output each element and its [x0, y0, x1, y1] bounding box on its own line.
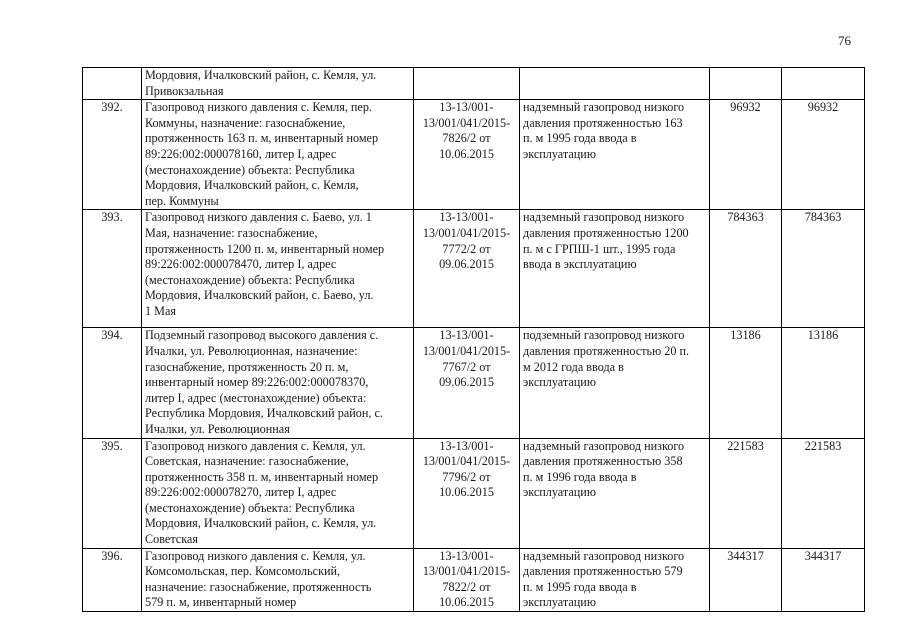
value-cell — [710, 68, 782, 100]
row-number-cell — [83, 68, 142, 100]
text-line: протяженность 163 п. м, инвентарный номер — [145, 131, 379, 146]
text-line: надземный газопровод низкого — [523, 438, 685, 453]
text-line: Советская — [145, 532, 198, 547]
text-line: Республика Мордовия, Ичалковский район, с. — [145, 406, 383, 421]
text-line: давления протяженностью 1200 — [523, 225, 689, 240]
object-name-cell — [142, 548, 414, 611]
value-cell: 784363 — [782, 210, 865, 328]
text-line: (местонахождение) объекта: Республика — [145, 500, 355, 515]
table-row — [83, 328, 865, 438]
text-line: 7772/2 от — [442, 241, 491, 256]
text-line: протяженность 358 п. м, инвентарный номер — [145, 469, 379, 484]
text-line: Мая, назначение: газоснабжение, — [145, 225, 318, 240]
text-line: эксплуатацию — [523, 485, 596, 500]
text-line: 13/001/041/2015- — [422, 564, 511, 579]
text-line: 13-13/001- — [439, 548, 494, 563]
text-line: 13-13/001- — [439, 328, 494, 343]
text-line: ввода в эксплуатацию — [523, 257, 637, 272]
text-line: Ичалки, ул. Революционная — [145, 421, 290, 436]
text-line: Подземный газопровод высокого давления с. — [145, 328, 379, 343]
text-line: 89:226:002:000078160, литер I, адрес — [145, 146, 337, 161]
text-line: Ичалки, ул. Революционная, назначение: — [145, 343, 358, 358]
table-row — [83, 210, 865, 328]
text-line: 13-13/001- — [439, 100, 494, 115]
text-line: 579 п. м, инвентарный номер — [145, 595, 297, 610]
text-line: Мордовия, Ичалковский район, с. Кемля, — [145, 178, 359, 193]
description-cell — [520, 548, 710, 611]
text-line: литер I, адрес (местонахождение) объекта: — [145, 390, 367, 405]
description-cell — [520, 438, 710, 548]
text-line: (местонахождение) объекта: Республика — [145, 162, 355, 177]
text-line: п. м 1995 года ввода в — [523, 579, 637, 594]
object-name-cell — [142, 68, 414, 100]
text-line: Коммуны, назначение: газоснабжение, — [145, 115, 346, 130]
text-line: п. м 1996 года ввода в — [523, 469, 637, 484]
text-line: пер. Коммуны — [145, 193, 219, 208]
table-row — [83, 68, 865, 100]
text-line: давления протяженностью 358 — [523, 454, 683, 469]
text-line: эксплуатацию — [523, 375, 596, 390]
text-line: Мордовия, Ичалковский район, с. Кемля, ул. — [145, 516, 377, 531]
registry-table — [82, 67, 865, 612]
value-cell: 344317 — [710, 548, 782, 611]
description-cell — [520, 100, 710, 210]
text-line: Мордовия, Ичалковский район, с. Кемля, ул. — [145, 68, 377, 82]
text-line: 10.06.2015 — [439, 595, 494, 610]
text-line: газоснабжение, протяженность 20 п. м, — [145, 359, 349, 374]
row-number-cell: 396. — [83, 548, 142, 611]
text-line: давления протяженностью 20 п. — [523, 343, 690, 358]
text-line: 13-13/001- — [439, 438, 494, 453]
registration-cell — [414, 210, 520, 328]
text-line: 10.06.2015 — [439, 485, 494, 500]
text-line: давления протяженностью 163 — [523, 115, 683, 130]
registration-cell — [414, 328, 520, 438]
text-line: 7767/2 от — [442, 359, 491, 374]
text-line: 13/001/041/2015- — [422, 343, 511, 358]
text-line: 89:226:002:000078470, литер I, адрес — [145, 257, 337, 272]
text-line: 13/001/041/2015- — [422, 115, 511, 130]
page-number: 76 — [838, 33, 851, 48]
text-line: 10.06.2015 — [439, 146, 494, 161]
table-row — [83, 438, 865, 548]
text-line: 7796/2 от — [442, 469, 491, 484]
value-cell: 13186 — [710, 328, 782, 438]
registration-cell — [414, 438, 520, 548]
description-cell — [520, 68, 710, 100]
text-line: протяженность 1200 п. м, инвентарный номер — [145, 241, 385, 256]
value-cell: 344317 — [782, 548, 865, 611]
description-cell — [520, 328, 710, 438]
text-line: подземный газопровод низкого — [523, 328, 685, 343]
text-line: 89:226:002:000078270, литер I, адрес — [145, 485, 337, 500]
registry-body — [83, 68, 865, 612]
text-line: 7822/2 от — [442, 579, 491, 594]
row-number-cell: 395. — [83, 438, 142, 548]
value-cell: 13186 — [782, 328, 865, 438]
registration-cell — [414, 100, 520, 210]
text-line: давления протяженностью 579 — [523, 564, 683, 579]
text-line: 13/001/041/2015- — [422, 225, 511, 240]
text-line: Мордовия, Ичалковский район, с. Баево, ул. — [145, 288, 374, 303]
text-line: назначение: газоснабжение, протяженность — [145, 579, 372, 594]
registration-cell — [414, 68, 520, 100]
text-line: Газопровод низкого давления с. Кемля, ул. — [145, 548, 366, 563]
text-line: инвентарный номер 89:226:002:000078370, — [145, 375, 369, 390]
text-line: м 2012 года ввода в — [523, 359, 624, 374]
table-row — [83, 548, 865, 611]
text-line: 1 Мая — [145, 303, 176, 318]
object-name-cell — [142, 438, 414, 548]
description-cell — [520, 210, 710, 328]
value-cell: 784363 — [710, 210, 782, 328]
text-line: п. м 1995 года ввода в — [523, 131, 637, 146]
table-row — [83, 100, 865, 210]
object-name-cell — [142, 328, 414, 438]
object-name-cell — [142, 210, 414, 328]
text-line: Комсомольская, пер. Комсомольский, — [145, 564, 341, 579]
text-line: Привокзальная — [145, 83, 224, 98]
value-cell: 96932 — [782, 100, 865, 210]
text-line: надземный газопровод низкого — [523, 210, 685, 225]
value-cell: 221583 — [782, 438, 865, 548]
object-name-cell — [142, 100, 414, 210]
text-line: п. м с ГРПШ-1 шт., 1995 года — [523, 241, 676, 256]
text-line: 7826/2 от — [442, 131, 491, 146]
text-line: Советская, назначение: газоснабжение, — [145, 454, 349, 469]
text-line: 13-13/001- — [439, 210, 494, 225]
row-number-cell: 393. — [83, 210, 142, 328]
text-line: Газопровод низкого давления с. Кемля, пер. — [145, 100, 372, 115]
text-line: 09.06.2015 — [439, 375, 494, 390]
text-line: надземный газопровод низкого — [523, 100, 685, 115]
text-line: 09.06.2015 — [439, 257, 494, 272]
value-cell: 96932 — [710, 100, 782, 210]
text-line: надземный газопровод низкого — [523, 548, 685, 563]
value-cell: 221583 — [710, 438, 782, 548]
registration-cell — [414, 548, 520, 611]
text-line: Газопровод низкого давления с. Баево, ул. 1 — [145, 210, 372, 225]
text-line: эксплуатацию — [523, 146, 596, 161]
text-line: (местонахождение) объекта: Республика — [145, 272, 355, 287]
text-line: эксплуатацию — [523, 595, 596, 610]
value-cell — [782, 68, 865, 100]
text-line: 13/001/041/2015- — [422, 454, 511, 469]
row-number-cell: 394. — [83, 328, 142, 438]
row-number-cell: 392. — [83, 100, 142, 210]
text-line: Газопровод низкого давления с. Кемля, ул. — [145, 438, 366, 453]
